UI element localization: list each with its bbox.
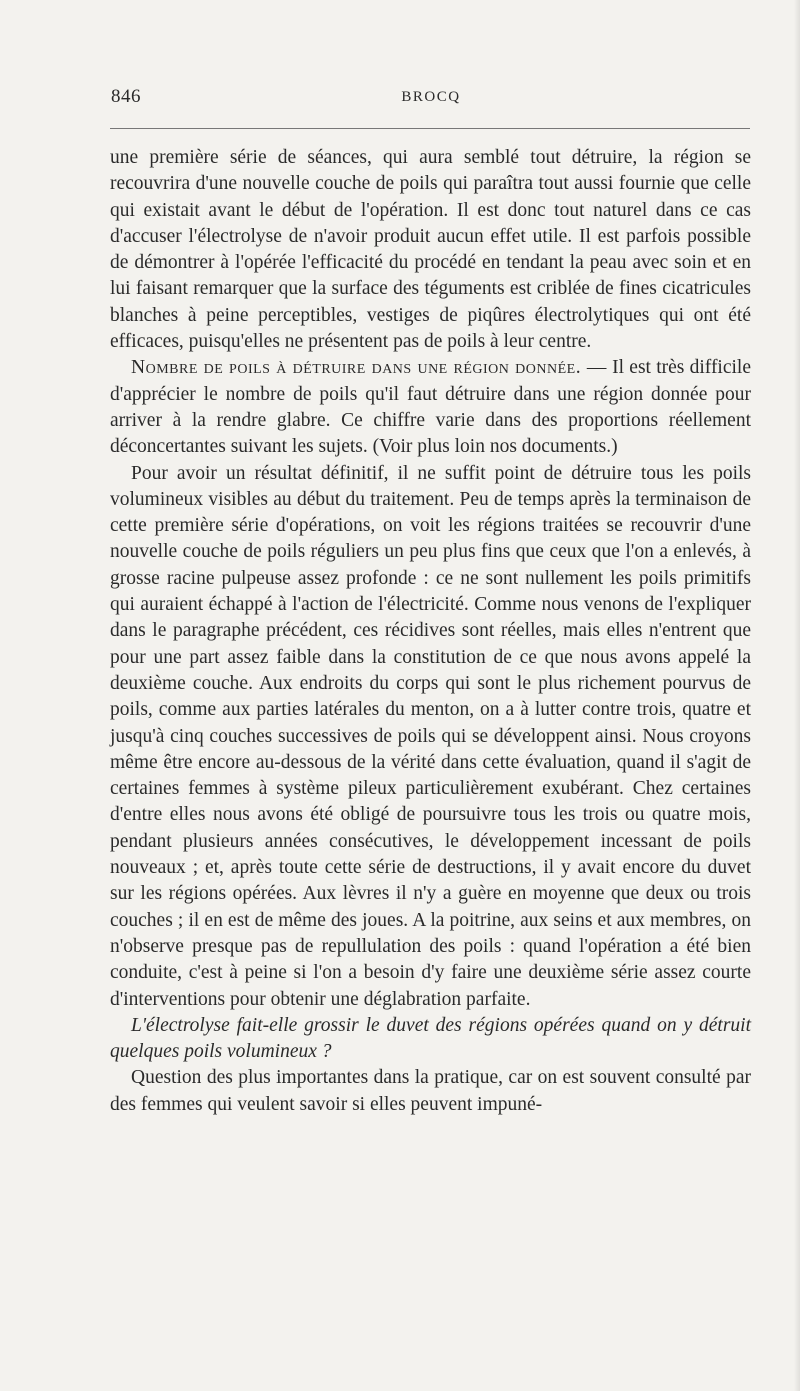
body-text bbox=[110, 145, 751, 1118]
paragraph-2 bbox=[110, 355, 751, 460]
paragraph-4: Question des plus importantes dans la pratique, car on est souvent consulté par des femmes qui veulent savoir si elles peuvent impuné- bbox=[110, 1067, 751, 1115]
paragraph-3: Pour avoir un résultat définitif, il ne suffit point de détruire tous les poils volumineux visibles au début du traitement. Peu de temps après la terminaison de cette première série d'opérations, on voit les régions traitées se recouvrir d'une nouvelle couche de poils réguliers un peu plus fins que ceux que l'on a enlevés, à grosse racine pulpeuse assez profonde : ce ne sont nullement les poils primitifs qui auraient échappé à l'action de l'électricité. Comme nous venons de l'expliquer dans le paragraphe précédent, ces récidives sont réelles, mais elles n'entrent que pour une part assez faible dans la constitution de ce que nous avons appelé la deuxième couche. Aux endroits du corps qui sont le plus richement pourvus de poils, comme aux parties latérales du menton, on a à lutter contre trois, quatre et jusqu'à cinq couches successives de poils qui se développent ainsi. Nous croyons même être encore au-dessous de la vérité dans cette évaluation, quand il s'agit de certaines femmes à système pileux particulièrement exubérant. Chez certaines d'entre elles nous avons été obligé de poursuivre tous les trois ou quatre mois, pendant plusieurs années consécutives, le développement incessant de poils nouveaux ; et, après toute cette série de destructions, il y avait encore du duvet sur les régions opérées. Aux lèvres il n'y a guère en moyenne que deux ou trois couches ; il en est de même des joues. A la poitrine, aux seins et aux membres, on n'observe presque pas de repullulation des poils : quand l'opération a été bien conduite, c'est à peine si l'on a besoin d'y faire une deuxième série assez courte d'interventions pour obtenir une déglabration parfaite. bbox=[110, 462, 751, 1010]
page-edge-shadow bbox=[794, 0, 800, 1391]
page-header bbox=[111, 86, 751, 116]
header-rule bbox=[110, 128, 750, 129]
question-heading: L'électrolyse fait-elle grossir le duvet des régions opérées quand on y détruit quelques poils volumineux ? bbox=[110, 1014, 751, 1063]
paragraph-2-text: Il est très difficile d'apprécier le nombre de poils qu'il faut détruire dans une région donnée pour arriver à la rendre glabre. Ce chiffre varie dans des proportions réellement déconcertantes suivant les sujets. (Voir plus loin nos documents.) bbox=[110, 357, 751, 458]
running-head: BROCQ bbox=[401, 89, 461, 105]
page-number: 846 bbox=[111, 86, 141, 107]
paragraph-1: une première série de séances, qui aura semblé tout détruire, la région se recouvrira d'une nouvelle couche de poils qui paraîtra tout aussi fournie que celle qui existait avant le début de l'opération. Il est donc tout naturel dans ce cas d'accuser l'électrolyse de n'avoir produit aucun effet utile. Il est parfois possible de démontrer à l'opérée l'efficacité du procédé en tendant la peau avec soin et en lui faisant remarquer que la surface des téguments est criblée de fines cicatricules blanches à peine perceptibles, vestiges de piqûres électrolytiques qui ont été efficaces, puisqu'elles ne présentent pas de poils à leur centre. bbox=[110, 147, 751, 353]
section-heading: Nombre de poils à détruire dans une région donnée. — bbox=[131, 357, 607, 379]
